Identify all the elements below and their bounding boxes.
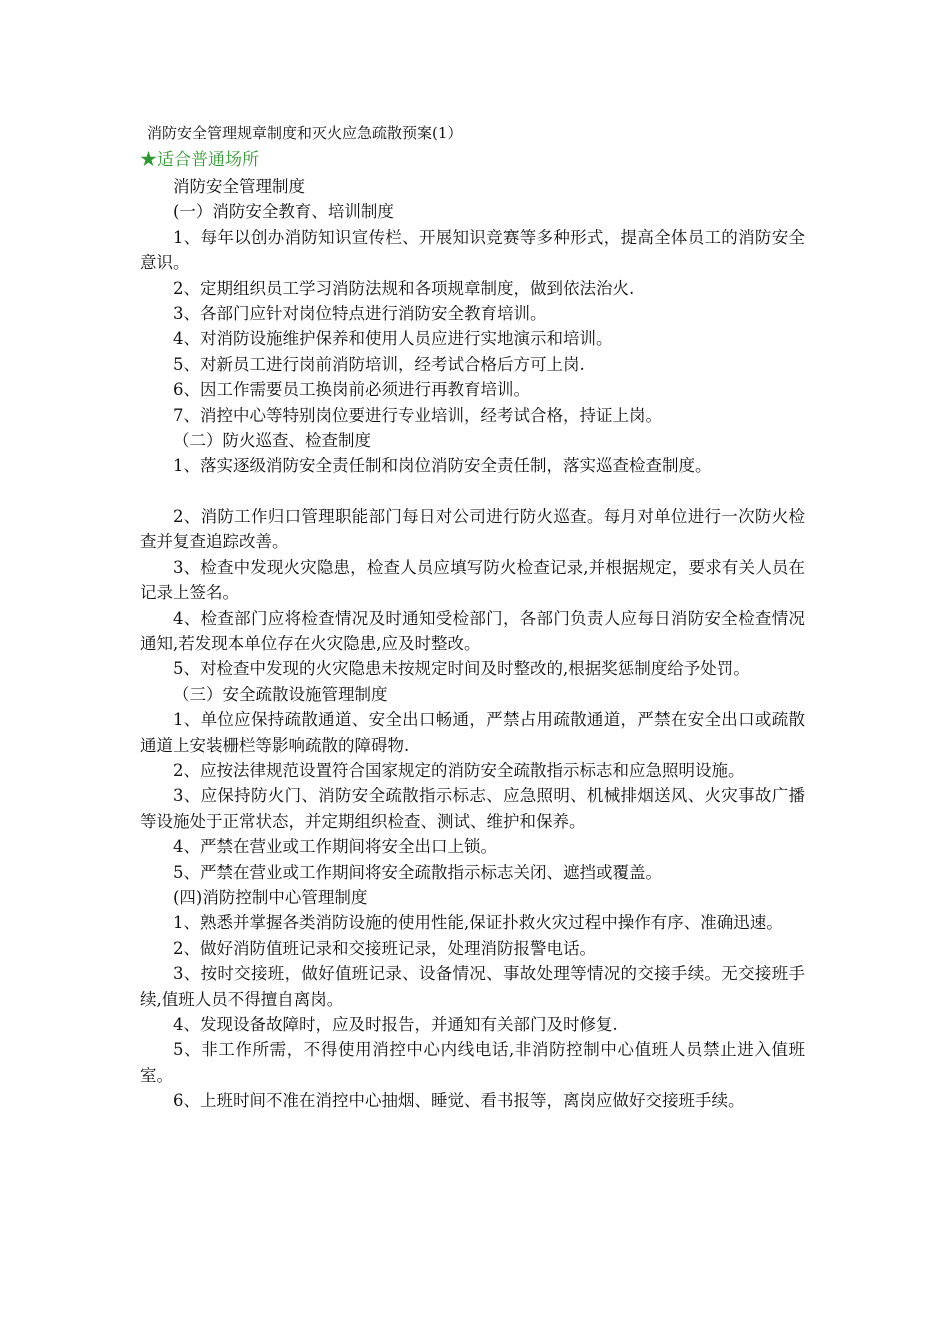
paragraph: 5、严禁在营业或工作期间将安全疏散指示标志关闭、遮挡或覆盖。	[173, 862, 662, 882]
paragraph: 1、单位应保持疏散通道、安全出口畅通，严禁占用疏散通道，严禁在安全出口或疏散通道上安装栅栏等影响疏散的障碍物.	[140, 710, 805, 755]
paragraph: 5、对检查中发现的火灾隐患未按规定时间及时整改的,根据奖惩制度给予处罚。	[173, 659, 750, 679]
paragraph: 1、每年以创办消防知识宣传栏、开展知识竞赛等多种形式，提高全体员工的消防安全意识。	[140, 227, 805, 273]
document-page	[140, 122, 805, 1114]
paragraph: 7、消控中心等特别岗位要进行专业培训，经考试合格，持证上岗。	[173, 405, 662, 425]
paragraph: 5、对新员工进行岗前消防培训，经考试合格后方可上岗.	[173, 354, 585, 374]
paragraph: 3、按时交接班，做好值班记录、设备情况、事故处理等情况的交接手续。无交接班手续,值班人员不得擅自离岗。	[140, 964, 805, 1009]
paragraph: 3、应保持防火门、消防安全疏散指示标志、应急照明、机械排烟送风、火灾事故广播等设施处于正常状态，并定期组织检查、测试、维护和保养。	[140, 786, 805, 831]
section-heading: (一）消防安全教育、培训制度	[173, 202, 394, 222]
section-heading: （三）安全疏散设施管理制度	[173, 684, 388, 704]
paragraph: 2、做好消防值班记录和交接班记录，处理消防报警电话。	[173, 938, 596, 958]
section-heading: （二）防火巡查、检查制度	[173, 431, 371, 451]
blank-line	[140, 479, 805, 504]
paragraph: 3、检查中发现火灾隐患，检查人员应填写防火检查记录,并根据规定，要求有关人员在记录上签名。	[140, 557, 805, 603]
paragraph: 6、因工作需要员工换岗前必须进行再教育培训。	[173, 380, 530, 400]
paragraph: 4、严禁在营业或工作期间将安全出口上锁。	[173, 837, 497, 857]
main-heading: 消防安全管理制度	[173, 177, 305, 196]
paragraph: 6、上班时间不准在消控中心抽烟、睡觉、看书报等，离岗应做好交接班手续。	[173, 1091, 745, 1111]
paragraph: 2、应按法律规范设置符合国家规定的消防安全疏散指示标志和应急照明设施。	[173, 760, 745, 780]
audience-tag: ★适合普通场所	[140, 150, 259, 170]
paragraph: 4、发现设备故障时，应及时报告，并通知有关部门及时修复.	[173, 1015, 618, 1034]
paragraph: 2、定期组织员工学习消防法规和各项规章制度，做到依法治火.	[173, 278, 635, 298]
paragraph: 5、非工作所需，不得使用消控中心内线电话,非消防控制中心值班人员禁止进入值班室。	[140, 1040, 805, 1085]
paragraph: 3、各部门应针对岗位特点进行消防安全教育培训。	[173, 304, 547, 324]
paragraph: 4、对消防设施维护保养和使用人员应进行实地演示和培训。	[173, 329, 613, 349]
paragraph: 1、熟悉并掌握各类消防设施的使用性能,保证扑救火灾过程中操作有序、准确迅速。	[173, 913, 783, 933]
paragraph: 1、落实逐级消防安全责任制和岗位消防安全责任制，落实巡查检查制度。	[173, 456, 712, 476]
paragraph: 4、检查部门应将检查情况及时通知受检部门，各部门负责人应每日消防安全检查情况通知,若发现本单位存在火灾隐患,应及时整改。	[140, 608, 805, 653]
document-title: 消防安全管理规章制度和灭火应急疏散预案(1）	[147, 124, 463, 142]
section-heading: (四)消防控制中心管理制度	[173, 887, 368, 907]
paragraph: 2、消防工作归口管理职能部门每日对公司进行防火巡查。每月对单位进行一次防火检查并复查追踪改善。	[140, 506, 805, 552]
